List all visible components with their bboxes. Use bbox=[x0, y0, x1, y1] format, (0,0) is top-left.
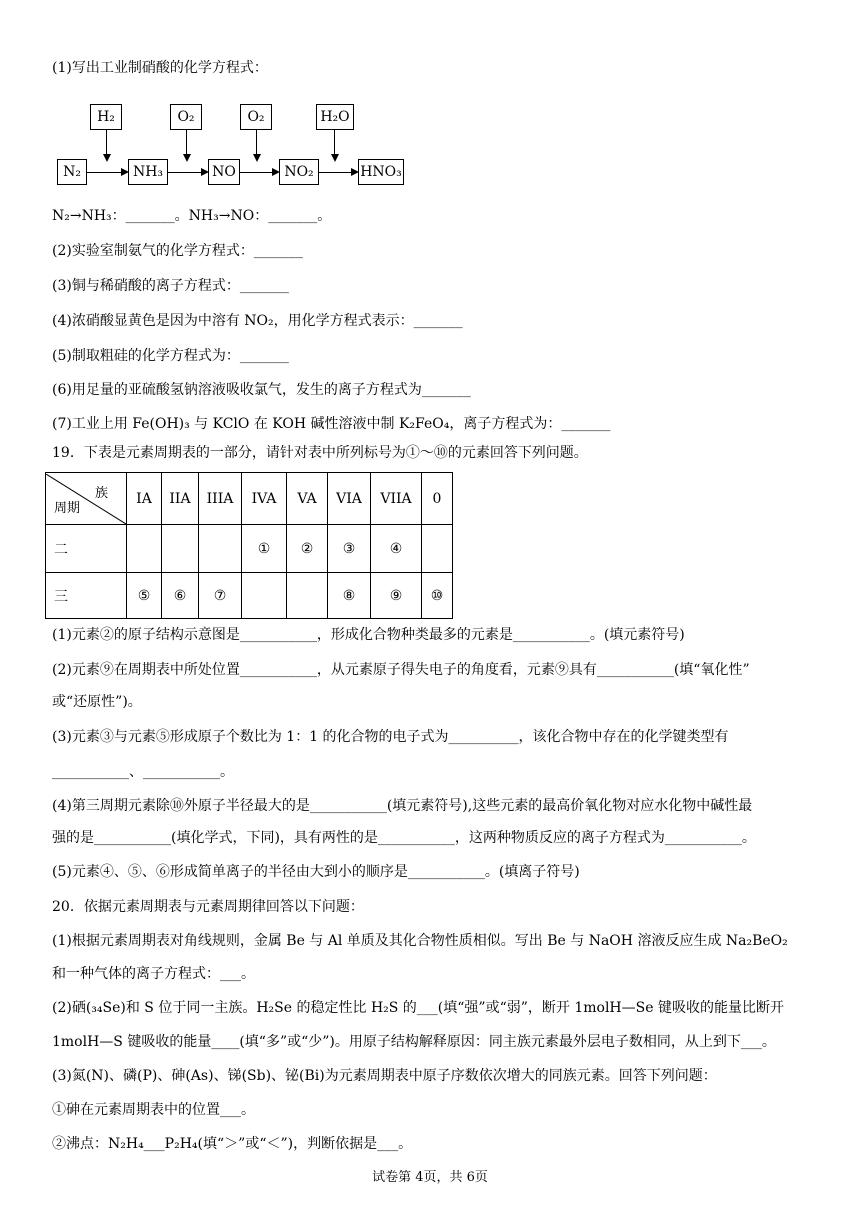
q18-part6: (6)用足量的亚硫酸氢钠溶液吸收氯气，发生的离子方程式为_______ bbox=[52, 382, 471, 398]
q18-part4: (4)浓硝酸显黄色是因为中溶有 NO₂，用化学方程式表示：_______ bbox=[52, 313, 463, 329]
q18-part2: (2)实验室制氨气的化学方程式：_______ bbox=[52, 243, 303, 259]
table-cell: ⑩ bbox=[422, 573, 453, 619]
table-cell bbox=[199, 525, 242, 573]
right-arrow-icon bbox=[319, 172, 357, 173]
q18-part3: (3)铜与稀硝酸的离子方程式：_______ bbox=[52, 278, 289, 294]
q20-stem: 20．依据元素周期表与元素周期律回答以下问题： bbox=[52, 899, 364, 915]
periodic-table-excerpt bbox=[45, 472, 453, 619]
q20-part3: (3)氮(N)、磷(P)、砷(As)、锑(Sb)、铋(Bi)为元素周期表中原子序数依次增大的同族元素。回答下列问题： bbox=[52, 1068, 717, 1084]
chain-box-nh3: NH₃ bbox=[128, 159, 168, 185]
q20-part3-sub2: ②沸点：N₂H₄___P₂H₄(填“＞”或“＜”)，判断依据是___。 bbox=[52, 1136, 413, 1152]
reagent-box-o2-2: O₂ bbox=[240, 104, 272, 130]
down-arrow-icon bbox=[186, 130, 187, 160]
table-cell bbox=[162, 525, 199, 573]
table-cell bbox=[287, 573, 328, 619]
table-row bbox=[46, 573, 453, 619]
q18-part1-intro: (1)写出工业制硝酸的化学方程式： bbox=[52, 60, 268, 76]
table-cell bbox=[242, 573, 287, 619]
down-arrow-icon bbox=[256, 130, 257, 160]
q19-stem: 19．下表是元素周期表的一部分，请针对表中所列标号为①～⑩的元素回答下列问题。 bbox=[52, 445, 588, 461]
table-cell: ② bbox=[287, 525, 328, 573]
chain-box-n2: N₂ bbox=[57, 159, 87, 185]
reagent-box-h2: H₂ bbox=[90, 104, 122, 130]
period-label: 三 bbox=[46, 573, 127, 619]
q18-part1-equations: N₂→NH₃：_______。NH₃→NO：_______。 bbox=[52, 208, 332, 224]
down-arrow-icon bbox=[334, 130, 335, 160]
table-cell: ⑥ bbox=[162, 573, 199, 619]
q19-part4-line1: (4)第三周期元素除⑩外原子半径最大的是___________(填元素符号),这些元素的最高价氧化物对应水化物中碱性最 bbox=[52, 798, 753, 814]
reagent-box-h2o: H₂O bbox=[316, 104, 354, 130]
group-header: 0 bbox=[422, 473, 453, 525]
corner-label-group: 族 bbox=[94, 485, 108, 501]
table-cell: ③ bbox=[328, 525, 371, 573]
table-row bbox=[46, 525, 453, 573]
table-cell: ⑧ bbox=[328, 573, 371, 619]
group-header: IIA bbox=[162, 473, 199, 525]
chain-box-hno3: HNO₃ bbox=[358, 159, 404, 185]
group-header: VA bbox=[287, 473, 328, 525]
table-cell: ⑨ bbox=[371, 573, 422, 619]
q19-part2-line1: (2)元素⑨在周期表中所处位置___________，从元素原子得失电子的角度看，元素⑨具有___________(填“氧化性” bbox=[52, 662, 750, 678]
right-arrow-icon bbox=[87, 172, 127, 173]
group-header: VIA bbox=[328, 473, 371, 525]
chain-box-no2: NO₂ bbox=[279, 159, 319, 185]
table-cell bbox=[127, 525, 162, 573]
right-arrow-icon bbox=[168, 172, 207, 173]
reagent-box-o2-1: O₂ bbox=[170, 104, 202, 130]
q19-part1: (1)元素②的原子结构示意图是___________，形成化合物种类最多的元素是___________。(填元素符号) bbox=[52, 627, 685, 643]
q19-part4-line2: 强的是___________(填化学式，下同)，具有两性的是___________，这两种物质反应的离子方程式为___________。 bbox=[52, 830, 756, 846]
q18-part7: (7)工业上用 Fe(OH)₃ 与 KClO 在 KOH 碱性溶液中制 K₂FeO₄，离子方程式为：_______ bbox=[52, 416, 611, 432]
q19-part5: (5)元素④、⑤、⑥形成简单离子的半径由大到小的顺序是___________。(填离子符号) bbox=[52, 864, 580, 880]
page-footer: 试卷第 4页，共 6页 bbox=[372, 1170, 488, 1185]
right-arrow-icon bbox=[240, 172, 278, 173]
table-cell: ① bbox=[242, 525, 287, 573]
table-cell bbox=[422, 525, 453, 573]
q20-part2-line1: (2)硒(₃₄Se)和 S 位于同一主族。H₂Se 的稳定性比 H₂S 的___(填“强”或“弱”，断开 1molH—Se 键吸收的能量比断开 bbox=[52, 1000, 784, 1016]
down-arrow-icon bbox=[106, 130, 107, 160]
group-header: IVA bbox=[242, 473, 287, 525]
table-cell: ⑤ bbox=[127, 573, 162, 619]
q20-part1-line2: 和一种气体的离子方程式：___。 bbox=[52, 966, 255, 982]
q18-part5: (5)制取粗硅的化学方程式为：_______ bbox=[52, 348, 289, 364]
q19-part2-line2: 或“还原性”)。 bbox=[52, 694, 142, 710]
table-cell: ④ bbox=[371, 525, 422, 573]
table-corner-cell bbox=[46, 473, 127, 525]
group-header: VIIA bbox=[371, 473, 422, 525]
q20-part1-line1: (1)根据元素周期表对角线规则，金属 Be 与 Al 单质及其化合物性质相似。写出 Be 与 NaOH 溶液反应生成 Na₂BeO₂ bbox=[52, 933, 788, 949]
group-header: IA bbox=[127, 473, 162, 525]
group-header: IIIA bbox=[199, 473, 242, 525]
q19-part3-line1: (3)元素③与元素⑤形成原子个数比为 1：1 的化合物的电子式为__________，该化合物中存在的化学键类型有 bbox=[52, 729, 729, 745]
q19-part3-line2: ___________、___________。 bbox=[52, 764, 234, 780]
table-cell: ⑦ bbox=[199, 573, 242, 619]
q20-part3-sub1: ①砷在元素周期表中的位置___。 bbox=[52, 1102, 255, 1118]
q20-part2-line2: 1molH—S 键吸收的能量____(填“多”或“少”)。用原子结构解释原因：同主族元素最外层电子数相同，从上到下___。 bbox=[52, 1034, 776, 1050]
chain-box-no: NO bbox=[208, 159, 240, 185]
corner-label-period: 周期 bbox=[54, 500, 81, 516]
period-label: 二 bbox=[46, 525, 127, 573]
